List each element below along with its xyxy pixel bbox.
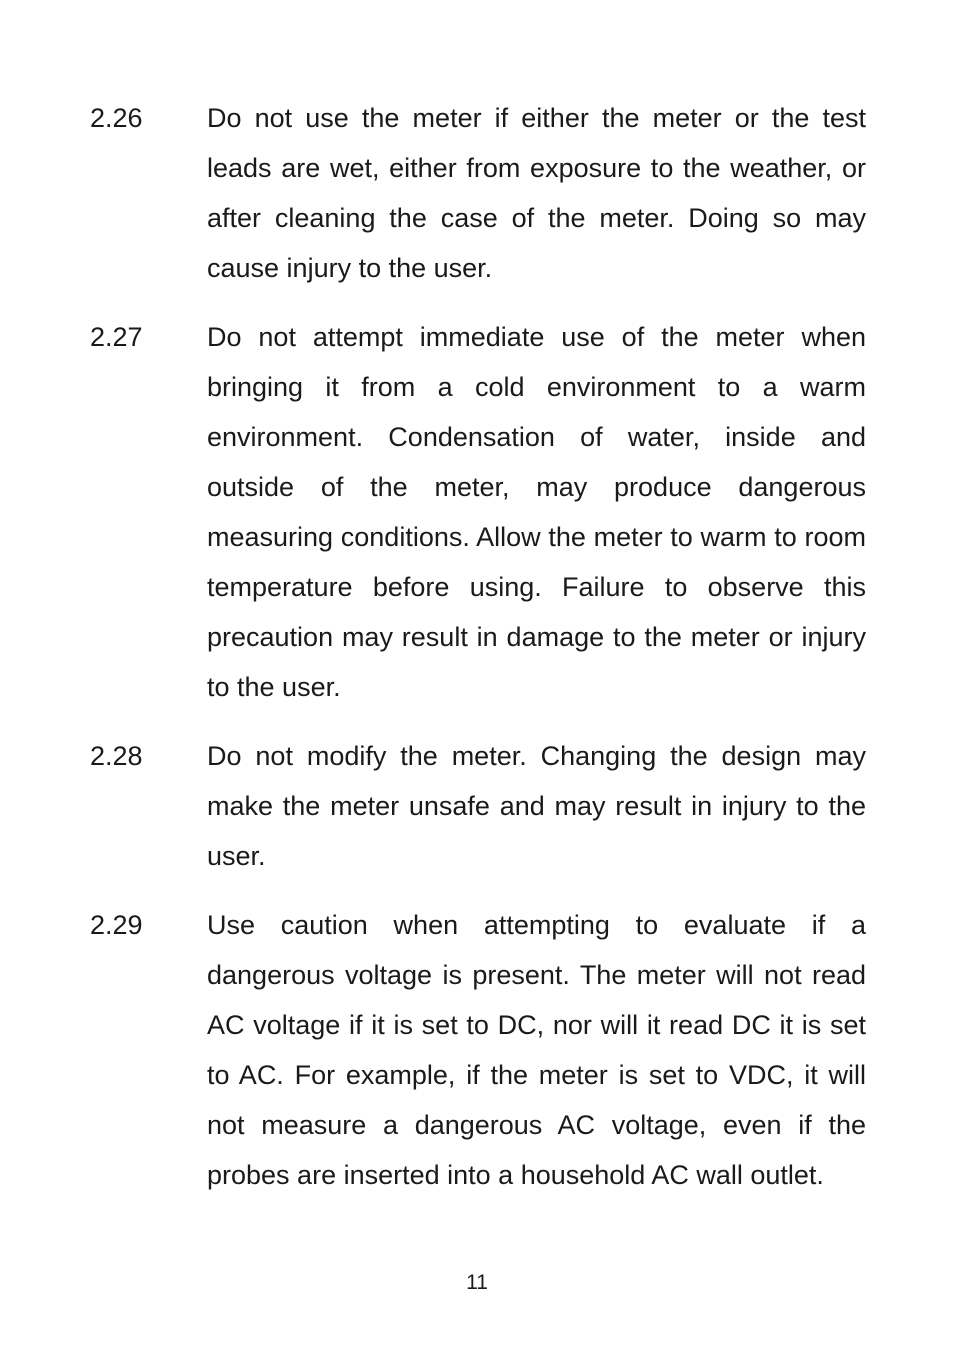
item-number: 2.28 (90, 741, 143, 771)
item-text: Do not use the meter if either the meter or the test leads are wet, either from exposure to the weather, or after cleaning the case of the meter. Doing so may cause injury to the user. (207, 103, 866, 283)
list-item (90, 312, 866, 712)
item-text: Do not modify the meter. Changing the design may make the meter unsafe and may result in injury to the user. (207, 741, 866, 871)
page-number: 11 (466, 1271, 488, 1294)
item-number: 2.26 (90, 103, 143, 133)
list-item (90, 93, 866, 293)
list-item (90, 900, 866, 1200)
item-text: Use caution when attempting to evaluate if a dangerous voltage is present. The meter will not read AC voltage if it is set to DC, nor will it read DC it is set to AC. For example, if the meter is set to VDC, it will not measure a dangerous AC voltage, even if the probes are inserted into a household AC wall outlet. (207, 910, 866, 1190)
item-number: 2.27 (90, 322, 143, 352)
item-number: 2.29 (90, 910, 143, 940)
list-item (90, 731, 866, 881)
item-text: Do not attempt immediate use of the meter when bringing it from a cold environment to a warm environment. Condensation of water, inside and outside of the meter, may produce dangerous measuring conditions. Allow the meter to warm to room temperature before using. Failure to observe this precaution may result in damage to the meter or injury to the user. (207, 322, 866, 702)
safety-precautions-list (90, 93, 866, 1219)
